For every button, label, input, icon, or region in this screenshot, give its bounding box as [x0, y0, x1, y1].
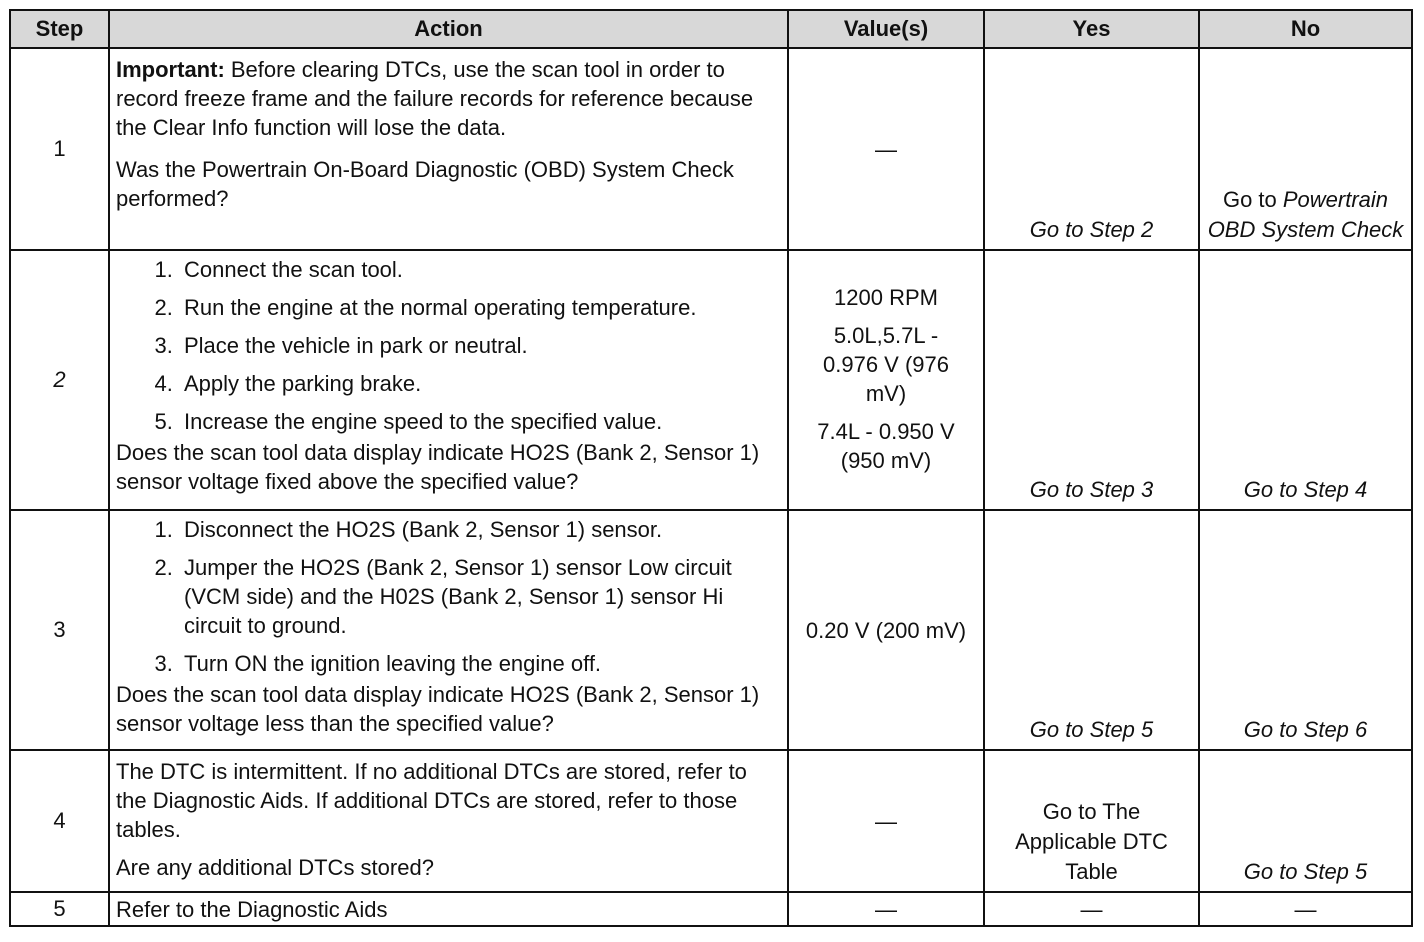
value-line: 5.0L,5.7L - 0.976 V (976 mV): [823, 323, 949, 406]
yes-link[interactable]: Go to Step 2: [984, 48, 1199, 250]
question-text: Was the Powertrain On-Board Diagnostic (OBD) System Check performed?: [116, 157, 734, 211]
value-cell: [788, 48, 984, 250]
no-link[interactable]: Go to Step 5: [1199, 750, 1412, 892]
table-row: [10, 510, 1412, 750]
question-text: Does the scan tool data display indicate HO2S (Bank 2, Sensor 1) sensor voltage less than the specified value?: [116, 682, 760, 736]
header-step: Step: [10, 10, 109, 48]
no-prefix: Go to: [1222, 187, 1283, 212]
no-cell: —: [1199, 892, 1412, 926]
header-row: [10, 10, 1412, 48]
header-values: Value(s): [788, 10, 984, 48]
question-text: Does the scan tool data display indicate HO2S (Bank 2, Sensor 1) sensor voltage fixed above the specified value?: [116, 440, 760, 494]
no-link-target: Powertrain OBD System Check: [1207, 187, 1404, 242]
yes-cell: —: [984, 892, 1199, 926]
header-yes: Yes: [984, 10, 1199, 48]
table-row: [10, 48, 1412, 250]
value-line: 7.4L - 0.950 V (950 mV): [817, 419, 955, 473]
value-cell: —: [788, 750, 984, 892]
yes-link[interactable]: Go to The Applicable DTC Table: [984, 750, 1199, 892]
list-item: 1. Connect the scan tool.: [179, 255, 779, 284]
table-row: [10, 750, 1412, 892]
step-number: 4: [10, 750, 109, 892]
list-item: 1. Disconnect the HO2S (Bank 2, Sensor 1) sensor.: [179, 515, 779, 544]
step-number: 5: [10, 892, 109, 926]
list-item: 3. Turn ON the ignition leaving the engine off.: [179, 649, 779, 678]
table-row: [10, 892, 1412, 926]
diagnostic-table: [9, 9, 1413, 927]
step-number: 3: [10, 510, 109, 750]
important-note: [116, 55, 779, 142]
no-link[interactable]: Go to Step 6: [1199, 510, 1412, 750]
action-cell: [109, 510, 788, 750]
action-cell: [109, 250, 788, 510]
step-number: 1: [10, 48, 109, 250]
instruction-list: [116, 515, 779, 678]
question-text: Are any additional DTCs stored?: [116, 855, 434, 880]
action-cell: Refer to the Diagnostic Aids: [109, 892, 788, 926]
list-item: 4. Apply the parking brake.: [179, 369, 779, 398]
table-row: [10, 250, 1412, 510]
instruction-list: [116, 255, 779, 436]
value-cell: 0.20 V (200 mV): [788, 510, 984, 750]
yes-link[interactable]: Go to Step 5: [984, 510, 1199, 750]
action-cell: [109, 750, 788, 892]
value-dash: —: [875, 136, 897, 162]
list-item: 2. Jumper the HO2S (Bank 2, Sensor 1) sensor Low circuit (VCM side) and the H02S (Bank 2, Sensor 1) sensor Hi circuit to ground.: [179, 553, 779, 640]
important-label: Important:: [116, 57, 225, 82]
no-link[interactable]: Go to Step 4: [1199, 250, 1412, 510]
header-action: Action: [109, 10, 788, 48]
step-number: 2: [10, 250, 109, 510]
description-text: The DTC is intermittent. If no additional DTCs are stored, refer to the Diagnostic Aids. If additional DTCs are stored, refer to those tables.: [116, 759, 747, 842]
value-cell: [788, 250, 984, 510]
list-item: 2. Run the engine at the normal operating temperature.: [179, 293, 779, 322]
header-no: No: [1199, 10, 1412, 48]
important-text: Before clearing DTCs, use the scan tool in order to record freeze frame and the failure records for reference because the Clear Info function will lose the data.: [116, 57, 754, 140]
value-line: 1200 RPM: [834, 285, 938, 310]
yes-link[interactable]: Go to Step 3: [984, 250, 1199, 510]
list-item: 5. Increase the engine speed to the specified value.: [179, 407, 779, 436]
no-link[interactable]: [1199, 48, 1412, 250]
value-cell: —: [788, 892, 984, 926]
action-cell: [109, 48, 788, 250]
list-item: 3. Place the vehicle in park or neutral.: [179, 331, 779, 360]
